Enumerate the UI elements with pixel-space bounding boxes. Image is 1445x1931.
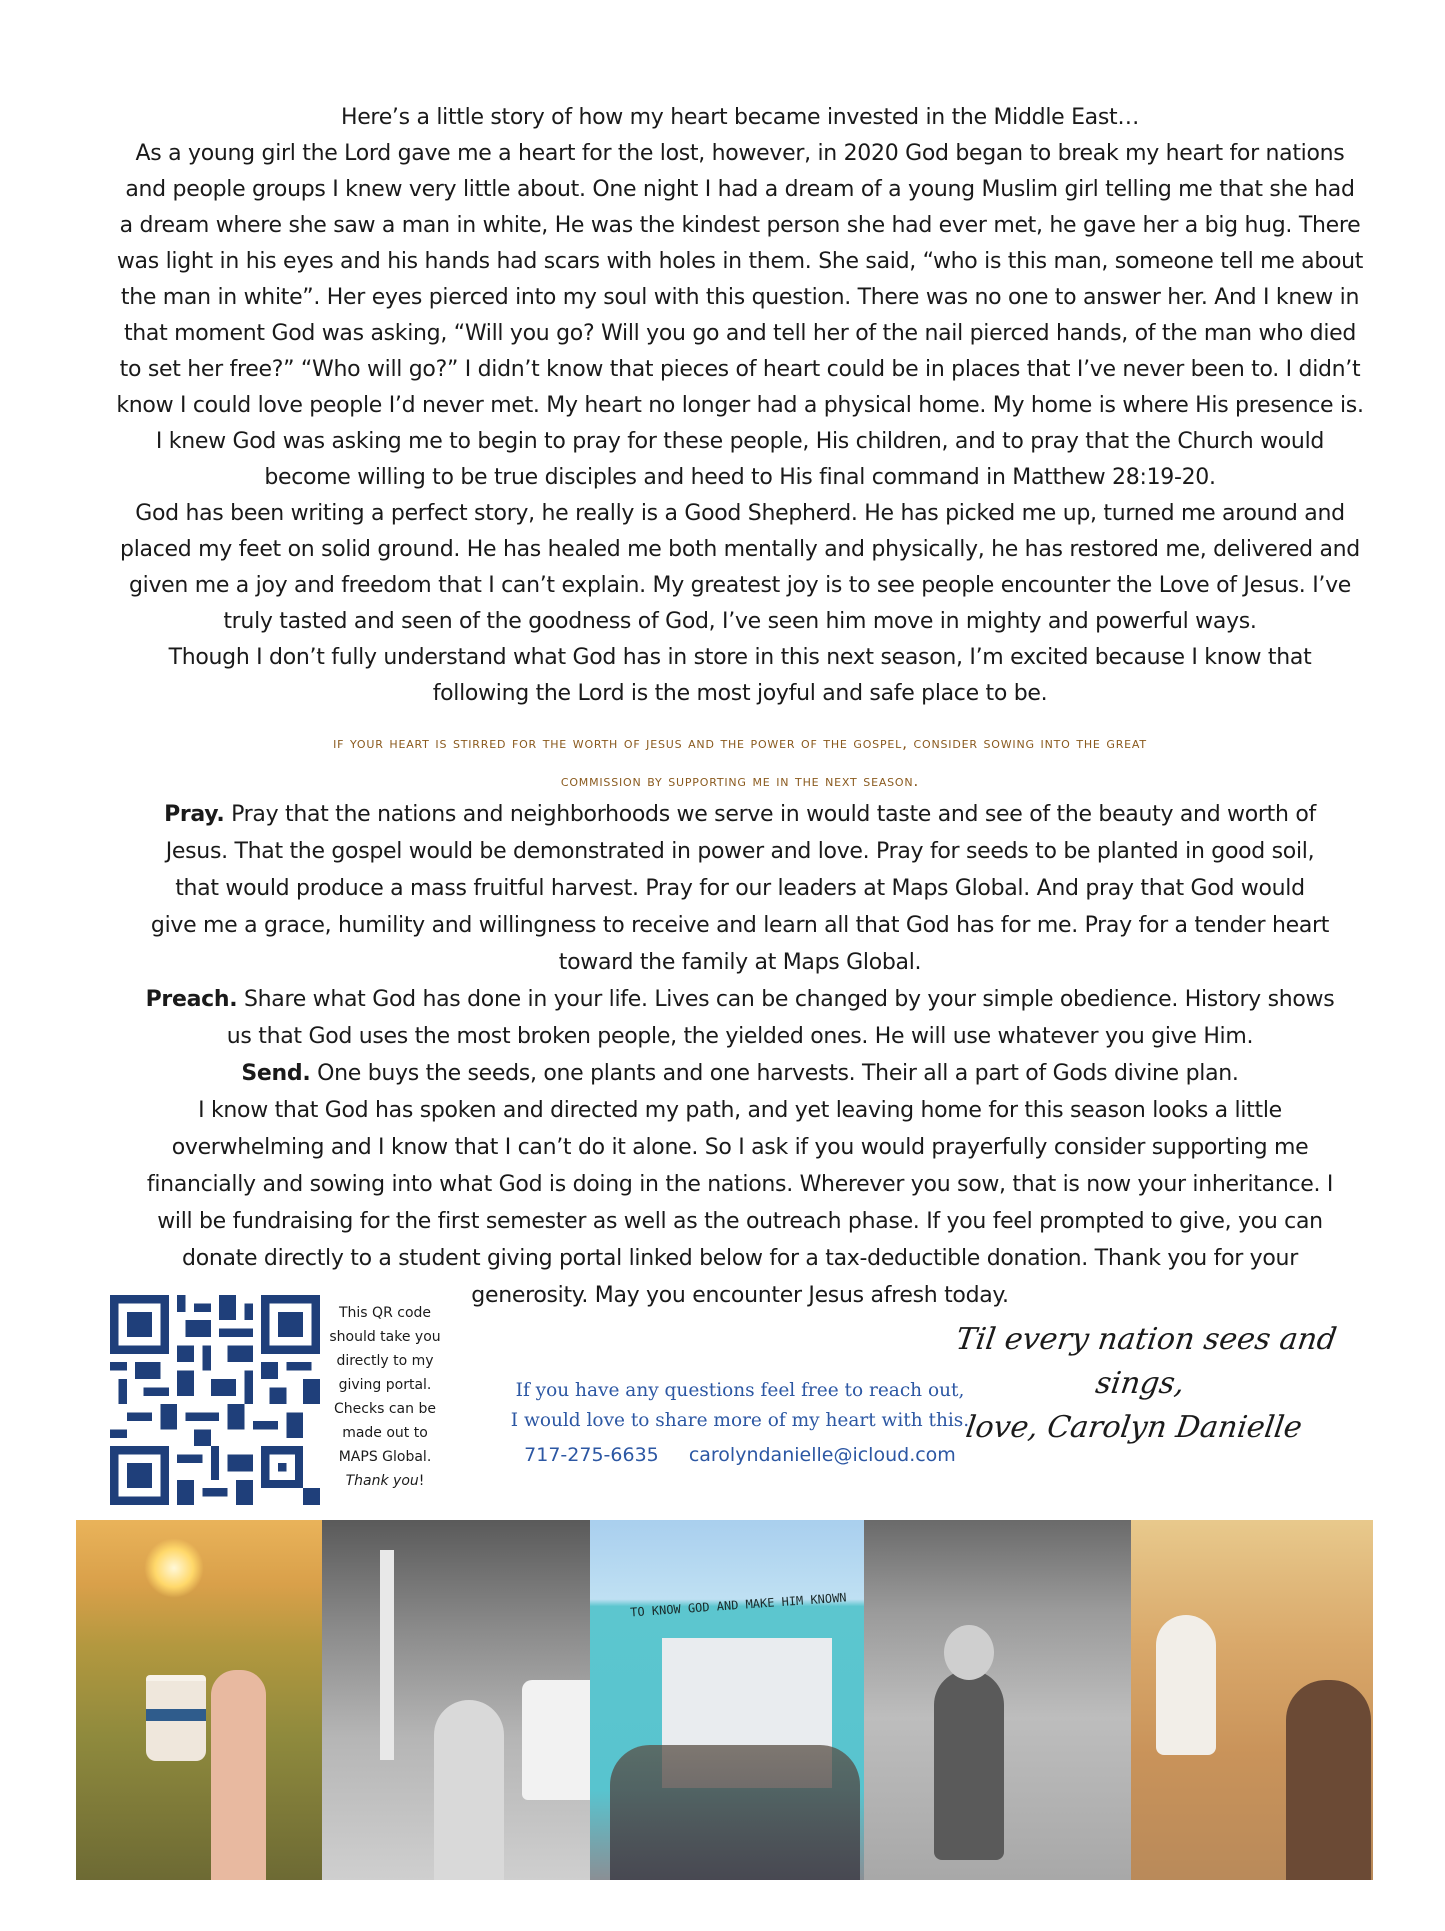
- pray-paragraph: [95, 796, 1385, 833]
- story-line: following the Lord is the most joyful and safe place to be.: [432, 681, 1048, 706]
- pray-text: Pray that the nations and neighborhoods we serve in would taste and see of the beauty and worth of: [231, 802, 1316, 827]
- closing-line: I know that God has spoken and directed my path, and yet leaving home for this season looks a little: [198, 1098, 1282, 1123]
- closing-line: donate directly to a student giving portal linked below for a tax-deductible donation. Thank you for your: [182, 1246, 1298, 1271]
- preach-paragraph: [95, 981, 1385, 1018]
- qr-panel: [92, 1283, 441, 1533]
- preach-label: Preach.: [145, 987, 238, 1012]
- story-line: know I could love people I’d never met. My heart no longer had a physical home. My home is where His presence is.: [116, 393, 1364, 418]
- closing-line: will be fundraising for the first semester as well as the outreach phase. If you feel prompted to give, you can: [157, 1209, 1323, 1234]
- qr-instructions: This QR code should take you directly to my giving portal. Checks can be made out to MAPS Global. Thank you!: [325, 1301, 445, 1493]
- appeal-line: us that God uses the most broken people, the yielded ones. He will use whatever you give Him.: [226, 1024, 1254, 1049]
- appeal-section: [95, 796, 1385, 1314]
- story-line: given me a joy and freedom that I can’t explain. My greatest joy is to see people encounter the Love of Jesus. I’ve: [128, 573, 1352, 598]
- contact-invite-line: I would love to share more of my heart with this.: [510, 1410, 970, 1431]
- mug-shape: [146, 1675, 206, 1761]
- story-line: As a young girl the Lord gave me a heart for the lost, however, in 2020 God began to break my heart for nations: [135, 141, 1345, 166]
- appeal-line: give me a grace, humility and willingness to receive and learn all that God has for me. Pray for a tender heart: [150, 913, 1330, 938]
- story-line: become willing to be true disciples and heed to His final command in Matthew 28:19-20.: [264, 465, 1216, 490]
- appeal-line: that would produce a mass fruitful harvest. Pray for our leaders at Maps Global. And pray that God would: [175, 876, 1305, 901]
- photo-laughing-child: [864, 1520, 1131, 1880]
- story-line: placed my feet on solid ground. He has healed me both mentally and physically, he has restored me, delivered and: [120, 537, 1360, 562]
- appeal-line: Jesus. That the gospel would be demonstrated in power and love. Pray for seeds to be planted in good soil,: [165, 839, 1315, 864]
- send-label: Send.: [241, 1061, 311, 1086]
- closing-line: overwhelming and I know that I can’t do it alone. So I ask if you would prayerfully consider supporting me: [171, 1135, 1309, 1160]
- story-line: that moment God was asking, “Will you go? Will you go and tell her of the nail pierced hands, of the man who died: [123, 321, 1357, 346]
- send-text: One buys the seeds, one plants and one harvests. Their all a part of Gods divine plan.: [317, 1061, 1239, 1086]
- photo-teal-building: [590, 1520, 864, 1880]
- photo-strip: [76, 1520, 1373, 1880]
- callout-line: if your heart is stirred for the worth of jesus and the power of the gospel, consider sowing into the great: [333, 734, 1147, 752]
- story-line: truly tasted and seen of the goodness of God, I’ve seen him move in mighty and powerful ways.: [223, 609, 1257, 634]
- support-callout: [100, 724, 1380, 800]
- child-shape: [1156, 1615, 1216, 1755]
- person-shape: [434, 1700, 504, 1880]
- story-line: Though I don’t fully understand what God has in store in this next season, I’m excited because I know that: [168, 645, 1312, 670]
- pray-label: Pray.: [164, 802, 225, 827]
- story-line: Here’s a little story of how my heart became invested in the Middle East…: [340, 105, 1140, 130]
- callout-line: commission by supporting me in the next season.: [560, 772, 920, 790]
- child-shape: [934, 1670, 1004, 1860]
- photo-children-sand: [1131, 1520, 1373, 1880]
- email-address[interactable]: carolyndanielle@icloud.com: [688, 1444, 956, 1466]
- story-line: the man in white”. Her eyes pierced into my soul with this question. There was no one to answer her. And I knew in: [120, 285, 1360, 310]
- signature-line: Til every nation sees and sings,: [953, 1322, 1339, 1401]
- photo-sunset-mug: [76, 1520, 322, 1880]
- appeal-line: toward the family at Maps Global.: [558, 950, 922, 975]
- van-shape: [522, 1680, 590, 1800]
- story-line: a dream where she saw a man in white, He was the kindest person she had ever met, he gave her a big hug. There: [119, 213, 1361, 238]
- story-line: was light in his eyes and his hands had scars with holes in them. She said, “who is this man, someone tell me about: [116, 249, 1364, 274]
- hand-shape: [211, 1670, 266, 1880]
- closing-line: generosity. May you encounter Jesus afresh today.: [471, 1283, 1009, 1308]
- thank-you: Thank you!: [345, 1473, 425, 1489]
- phone-number[interactable]: 717-275-6635: [524, 1444, 659, 1466]
- wall-slogan: TO KNOW GOD AND MAKE HIM KNOWN: [629, 1590, 847, 1620]
- preach-text: Share what God has done in your life. Lives can be changed by your simple obedience. History shows: [243, 987, 1335, 1012]
- story-line: I knew God was asking me to begin to pray for these people, His children, and to pray that the Church would: [155, 429, 1325, 454]
- send-paragraph: [95, 1055, 1385, 1092]
- story-section: [95, 100, 1385, 712]
- story-line: God has been writing a perfect story, he really is a Good Shepherd. He has picked me up, turned me around and: [135, 501, 1345, 526]
- sun-shape: [144, 1538, 204, 1598]
- qr-code-icon[interactable]: [110, 1295, 320, 1505]
- crowd-shape: [610, 1745, 860, 1880]
- child-shape: [1286, 1680, 1371, 1880]
- photo-mosque-woman: [322, 1520, 590, 1880]
- closing-line: financially and sowing into what God is doing in the nations. Wherever you sow, that is now your inheritance. I: [146, 1172, 1334, 1197]
- signature-name: love, Carolyn Danielle: [963, 1410, 1305, 1445]
- minaret-shape: [380, 1550, 394, 1760]
- signature: [911, 1318, 1370, 1450]
- story-line: to set her free?” “Who will go?” I didn’t know that pieces of heart could be in places that I’ve never been to. I didn’t: [119, 357, 1361, 382]
- contact-invite-line: If you have any questions feel free to reach out,: [515, 1380, 965, 1401]
- story-line: and people groups I knew very little about. One night I had a dream of a young Muslim girl telling me that she had: [125, 177, 1355, 202]
